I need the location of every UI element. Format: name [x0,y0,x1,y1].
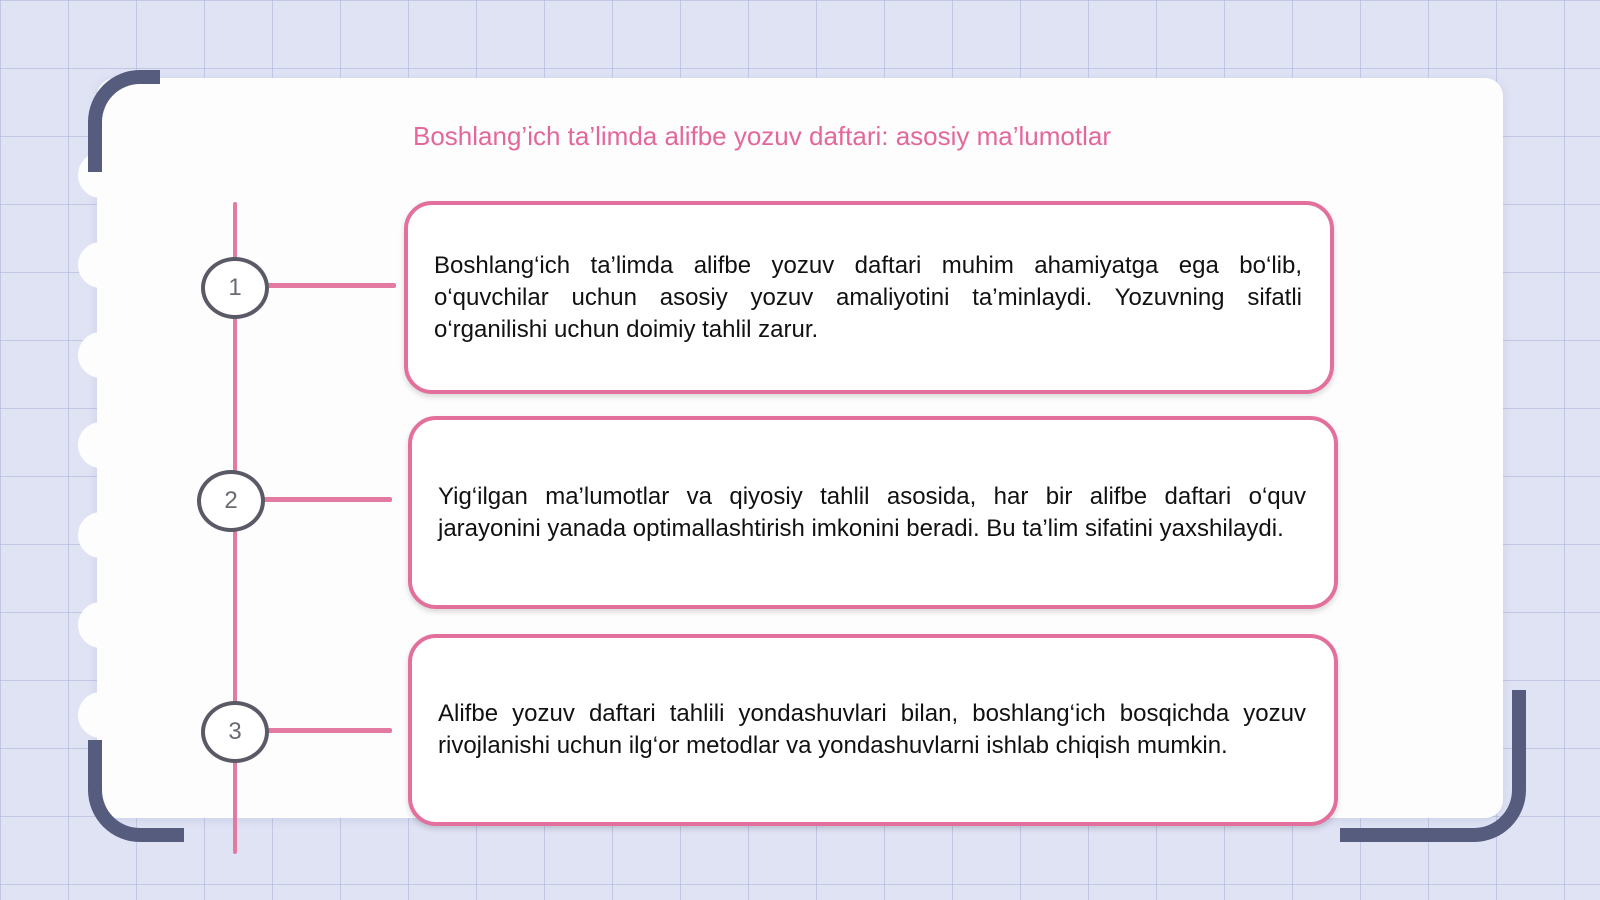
corner-bracket-top-left [88,70,160,172]
card-edge-scallop [78,422,124,468]
step-3-text: Alifbe yozuv daftari tahlili yondashuvlari bilan, boshlang‘ich bosqichda yozuv rivojlanishi uchun ilg‘or metodlar va yondashuvlarni ishlab chiqish mumkin. [438,700,1306,759]
step-2-text: Yig‘ilgan ma’lumotlar va qiyosiy tahlil asosida, har bir alifbe daftari o‘quv jarayonini yanada optimallashtirish imkonini beradi. Bu ta’lim sifatini yaxshilaydi. [438,482,1306,542]
step-1-card [404,201,1334,394]
step-2-number: 2 [197,470,265,532]
step-2-connector [258,497,392,502]
corner-bracket-bottom-left [88,740,184,842]
step-2-card [408,416,1338,609]
slide-title: Boshlang’ich ta’limda alifbe yozuv daftari: asosiy ma’lumotlar [413,121,1111,151]
card-edge-scallop [78,692,124,738]
card-edge-scallop [78,602,124,648]
step-3-connector [262,728,392,733]
step-3-number: 3 [201,701,269,763]
card-edge-scallop [78,242,124,288]
step-3-card [408,634,1338,826]
step-1-connector [262,283,396,288]
card-edge-scallop [78,512,124,558]
card-edge-scallop [78,332,124,378]
corner-bracket-bottom-right [1340,690,1526,842]
step-1-text: Boshlang‘ich ta’limda alifbe yozuv daftari muhim ahamiyatga ega bo‘lib, o‘quvchilar uchun asosiy yozuv amaliyotini ta’minlaydi. Yozuvning sifatli o‘rganilishi uchun doimiy tahlil zarur. [434,251,1302,343]
step-1-number: 1 [201,257,269,319]
